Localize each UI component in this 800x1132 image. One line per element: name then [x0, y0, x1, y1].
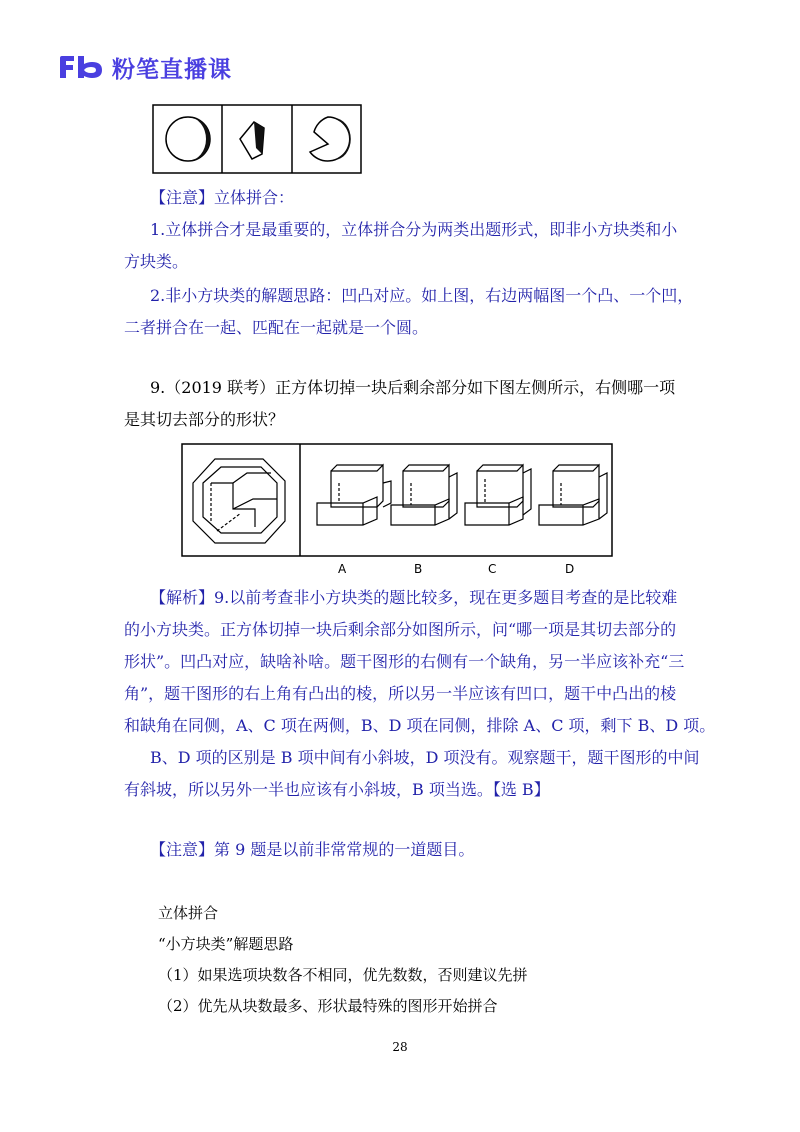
summary-title: 立体拼合	[158, 904, 219, 922]
page-number: 28	[392, 1040, 408, 1054]
fb-logo-icon	[58, 54, 104, 80]
brand-name: 粉笔直播课	[112, 56, 232, 83]
analysis-line2: 的小方块类。正方体切掉一块后剩余部分如图所示，问“哪一项是其切去部分的	[124, 620, 677, 639]
panel-circle	[166, 117, 210, 161]
summary-item2: （2）优先从块数最多、形状最特殊的图形开始拼合	[158, 997, 498, 1015]
analysis-line1: 【解析】9.以前考查非小方块类的题比较多，现在更多题目考查的是比较难	[150, 588, 678, 607]
option-label-a: A	[338, 562, 347, 576]
analysis-line4: 角”，题干图形的右上角有凸出的棱，所以另一半应该有凹口，题干中凸出的棱	[124, 684, 677, 703]
brand-logo	[58, 52, 232, 82]
option-label-b: B	[414, 562, 423, 576]
figure-circle-pieces	[152, 104, 362, 174]
note1-item2-line1: 2.非小方块类的解题思路：凹凸对应。如上图，右边两幅图一个凸、一个凹，	[150, 286, 694, 305]
analysis-line6: B、D 项的区别是 B 项中间有小斜坡，D 项没有。观察题干，题干图形的中间	[150, 748, 700, 767]
note2: 【注意】第 9 题是以前非常常规的一道题目。	[150, 840, 475, 859]
option-label-d: D	[565, 562, 575, 576]
analysis-line3: 形状”。凹凸对应，缺啥补啥。题干图形的右侧有一个缺角，另一半应该补充“三	[124, 652, 685, 671]
summary-subtitle: “小方块类”解题思路	[158, 935, 294, 953]
note1-item1-line2: 方块类。	[124, 252, 189, 271]
figure-cube-question	[181, 443, 613, 557]
analysis-line5: 和缺角在同侧，A、C 项在两侧，B、D 项在同侧，排除 A、C 项，剩下 B、D 项。	[124, 716, 716, 735]
summary-item1: （1）如果选项块数各不相同，优先数数，否则建议先拼	[158, 966, 528, 984]
note1-title: 【注意】立体拼合：	[150, 188, 295, 207]
note1-item1-line1: 1.立体拼合才是最重要的，立体拼合分为两类出题形式，即非小方块类和小	[150, 220, 678, 239]
note1-item2-line2: 二者拼合在一起、匹配在一起就是一个圆。	[124, 318, 429, 337]
option-label-c: C	[488, 562, 497, 576]
question-line2: 是其切去部分的形状？	[124, 410, 285, 429]
question-line1: 9.（2019 联考）正方体切掉一块后剩余部分如下图左侧所示，右侧哪一项	[150, 378, 676, 397]
analysis-line7: 有斜坡，所以另外一半也应该有小斜坡，B 项当选。【选 B】	[124, 780, 550, 799]
